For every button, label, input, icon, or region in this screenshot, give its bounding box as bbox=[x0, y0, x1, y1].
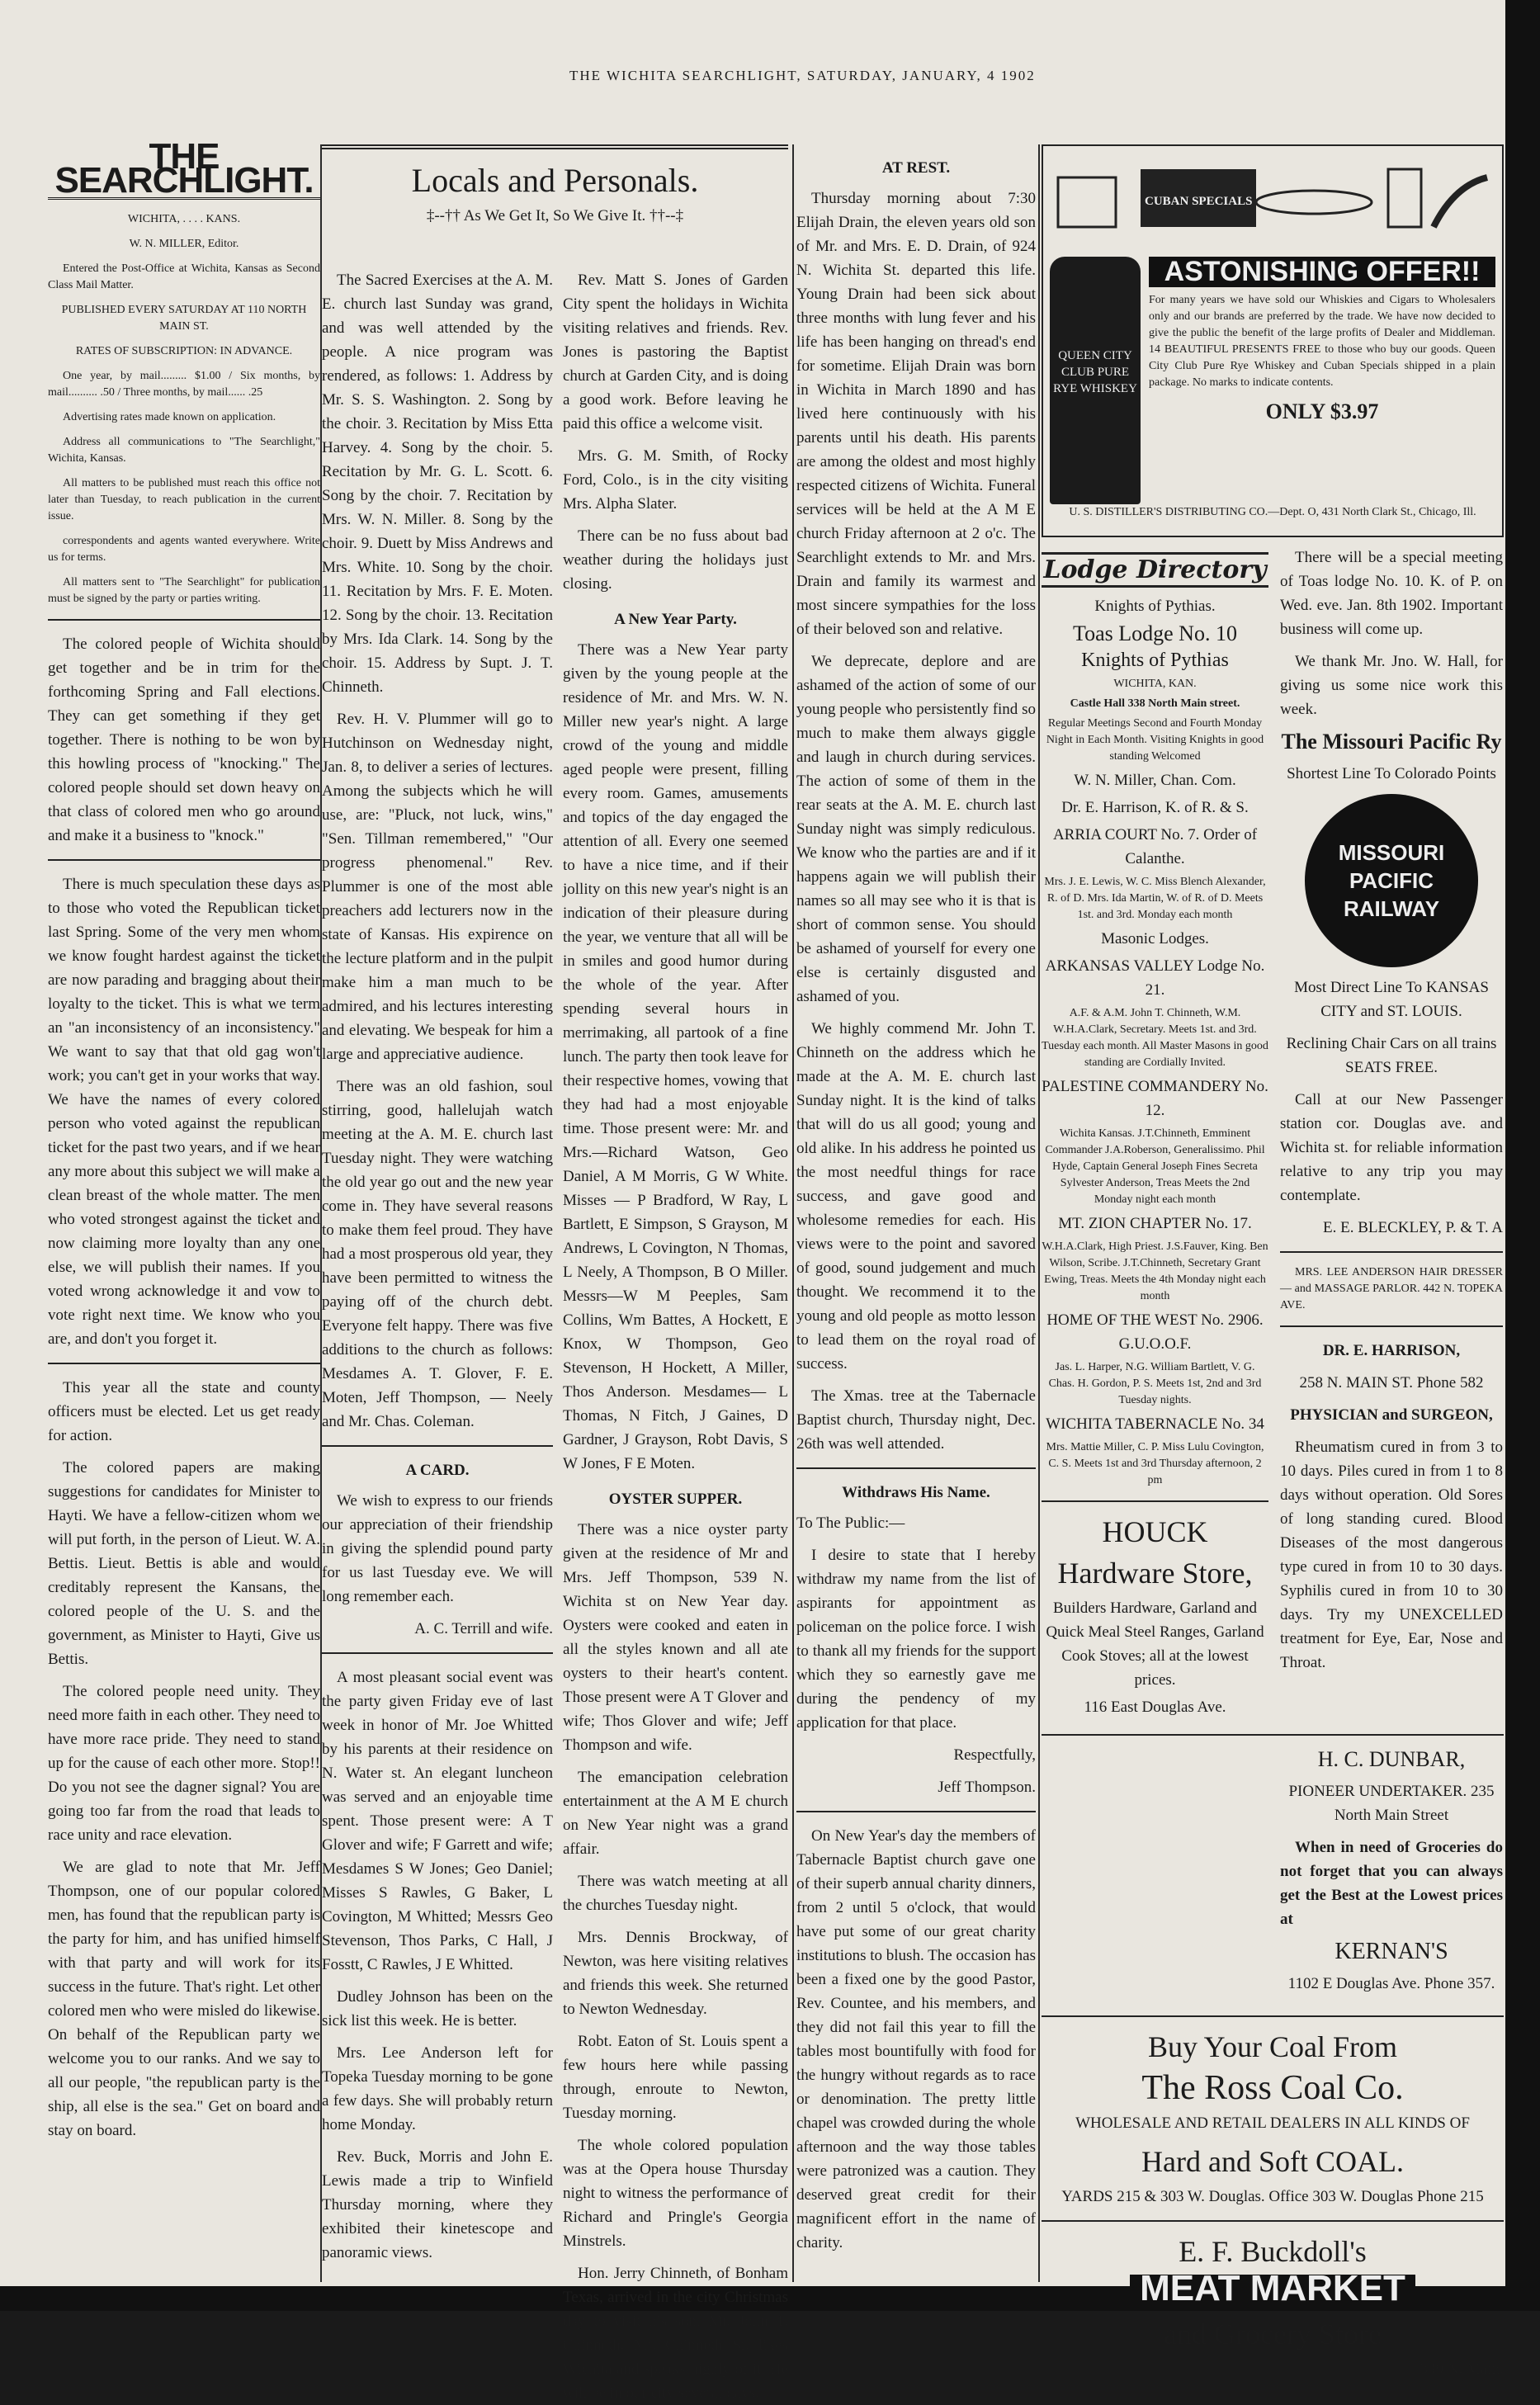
lodge-heading: Knights of Pythias. bbox=[1094, 598, 1216, 615]
article-paragraph: There can be no fuss about bad weather during the holidays just closing. bbox=[563, 527, 788, 593]
divider bbox=[1042, 2220, 1504, 2222]
masthead: THE WICHITA SEARCHLIGHT, SATURDAY, JANUARY, 4 1902 bbox=[569, 68, 1036, 83]
lodge-officer: Dr. E. Harrison, K. of R. & S. bbox=[1061, 799, 1249, 816]
lodge-directory-title: Lodge Directory bbox=[1042, 552, 1268, 588]
grocer-text: When in need of Groceries do not forget that you can always get the Best at the Lowest prices at bbox=[1280, 1839, 1503, 1928]
column-rule bbox=[1038, 144, 1040, 2282]
rates-title: RATES OF SUBSCRIPTION: IN ADVANCE. bbox=[75, 345, 293, 357]
article-paragraph: Thursday morning about 7:30 Elijah Drain, the eleven years old son of Mr. and Mrs. E. D. Drain, of 924 N. Wichita St. departed this life. Young Drain had been sick about three months with lung fever and his life has been hanging on thread's end for sometime. Elijah Drain was born in Wichita in March 1890 and has lived here continuously with his parents until his death. His parents are among the oldest and most highly respected citizens of Wichita. Funeral services will be held at the A M E church Friday afternoon at 2 o'c. The Searchlight extends to Mr. and Mrs. Drain and family its warmest and most sincere sympathies for the loss of their beloved son and relative. bbox=[796, 190, 1036, 638]
lodge-details: Mrs. J. E. Lewis, W. C. Miss Blench Alexander, R. of D. Mrs. Ida Martin, W. of R. of D. Meets 1st. and 3rd. Monday each month bbox=[1044, 876, 1266, 921]
column-ads bbox=[1042, 144, 1504, 2378]
article-paragraph: There was a New Year party given by the young people at the residence of Mr. and Mrs. W. N. Miller new year's night. A large crowd of the young and middle aged people were present, filling every room. Games, amusements and topics of the day engaged the attention of all. Every one seemed to have a nice time, and if their jollity on this new year's night is an indication of their pleasure during the year, we venture that all will be in smiles and good humor during the whole of the year. After spending several hours in merrimaking, all partook of a fine lunch. The party then took leave for their respective homes, vowing that they had had a most enjoyable time. Those present were: Mr. and Mrs.—Richard Watson, Geo Daniel, A M Morris, G W White. Misses — P Bradford, W Ray, L Bartlett, E Simpson, S Grayson, M Andrews, L Covington, N Thomas, L Neely, A Thompson, B O Miller. Messrs—W M Peeples, Sam Collins, Wm Battes, A Hockett, E Knox, W Thompson, Geo Stevenson, H Hockett, A Miller, Thos Anderson. Mesdames— L Thomas, N Fitch, J Gaines, D Gardner, J Grayson, Robt Davis, S W Jones, F E Moten. bbox=[563, 641, 788, 1472]
advertising-notice: Advertising rates made known on application. bbox=[63, 411, 276, 423]
lodge-heading: ARKANSAS VALLEY Lodge No. 21. bbox=[1045, 957, 1265, 999]
lodge-details: W.H.A.Clark, High Priest. J.S.Fauver, King. Ben Wilson, Scribe. J.T.Chinneth, Secretary Grant Ewing, Treas. Meets the 4th Monday night each month bbox=[1042, 1240, 1268, 1302]
dunbar-name: H. C. DUNBAR, bbox=[1317, 1747, 1466, 1771]
logo-text: RAILWAY bbox=[1343, 896, 1440, 921]
lodge-details: A.F. & A.M. John T. Chinneth, W.M. W.H.A.Clark, Secretary. Meets 1st. and 3rd. Tuesday each month. All Master Masons in good standing are Cordially Invited. bbox=[1042, 1007, 1268, 1069]
correspondents-notice: correspondents and agents wanted everywhere. Write us for terms. bbox=[48, 535, 320, 564]
lodge-address: Castle Hall 338 North Main street. bbox=[1070, 697, 1240, 710]
lodge-name: Knights of Pythias bbox=[1081, 650, 1229, 671]
article-paragraph: The colored people need unity. They need more faith in each other. They need to have more race pride. They need to stand up for the cause of each other more. Stop!! Do you not see the dagner signal? You are going too far from the road that leads to race unity and race elevation. bbox=[48, 1683, 320, 1844]
article-paragraph: Rev. Matt S. Jones of Garden City spent the holidays in Wichita visiting relatives and friends. Rev. Jones is pastoring the Baptist church at Garden City, and is doing a good work. Before leaving he paid this office a welcome visit. bbox=[563, 272, 788, 432]
column-news bbox=[796, 144, 1036, 2282]
withdraw-closing: Respectfully, bbox=[953, 1746, 1036, 1764]
article-paragraph: The whole colored population was at the Opera house Thursday night to witness the performance of Richard and Pringle's Georgia Minstrels. bbox=[563, 2137, 788, 2250]
coal-heading: Buy Your Coal From bbox=[1147, 2030, 1398, 2063]
divider bbox=[48, 859, 320, 861]
address-notice: Address all communications to "The Searchlight," Wichita, Kansas. bbox=[48, 436, 320, 465]
section-motto: ‡--†† As We Get It, So We Give It. ††--‡ bbox=[426, 207, 684, 224]
lodge-heading: WICHITA TABERNACLE No. 34 bbox=[1046, 1415, 1264, 1433]
lodge-heading: Masonic Lodges. bbox=[1101, 930, 1209, 947]
article-paragraph: We wish to express to our friends our appreciation of their friendship in giving the splendid pound party for us last Tuesday eve. We will long remember each. bbox=[322, 1492, 553, 1605]
harrison-address: 258 N. MAIN ST. Phone 582 bbox=[1299, 1374, 1484, 1391]
missouri-pacific-logo bbox=[1305, 794, 1478, 967]
divider bbox=[1042, 1500, 1268, 1502]
whiskey-bottle: QUEEN CITY CLUB PURE RYE WHISKEY bbox=[1050, 257, 1141, 504]
article-paragraph: We deprecate, deplore and are ashamed of the action of some of our young people who persistently find so much to make them always giggle and laugh in church during services. The action of some of them in the rear seats at the A. M. E. church last Sunday night was simply rediculous. We know who the parties are and if it happens again we will publish their names so all may see who it is that is short of common sense. You should be ashamed of yourself for every one else is certainly disgusted and ashamed of you. bbox=[796, 653, 1036, 1005]
locals-right bbox=[563, 268, 788, 2402]
cuban-label: CUBAN SPECIALS bbox=[1145, 195, 1253, 208]
harrison-text: Rheumatism cured in from 3 to 10 days. Piles cured in from 1 to 8 days without operation. Old Sores of long standing cured. Blood Diseases of the most dangerous type cured in from 10 to 30 days. Syphilis cured in from 10 to 30 days. Try my UNEXCELLED treatment for Eye, Ear, Nose and Throat. bbox=[1280, 1439, 1503, 1671]
oyster-heading: OYSTER SUPPER. bbox=[608, 1491, 743, 1508]
ad-illustration bbox=[1050, 153, 1495, 252]
article-paragraph: A most pleasant social event was the party given Friday eve of last week in honor of Mr. Joe Whitted by his parents at their residence on N. Water st. An elegant luncheon was served and an enjoyable time spent. Those present were: A T Glover and wife; F Garrett and wife; Mesdames S W Jones; Geo Daniel; Misses S Rawles, G Baker, L Covington, M Whitted; Messrs Geo Stevenson, Thos Parks, C Hall, J Fosstt, C Rawles, J E Whitted. bbox=[322, 1669, 553, 1973]
kernan-address: 1102 E Douglas Ave. Phone 357. bbox=[1287, 1975, 1495, 1992]
article-paragraph: The colored papers are making suggestions for candidates for Minister to Hayti. We have a fellow-citizen whom we will put forth, in the person of Lieut. W. A. Bettis. Lieut. Bettis is able and would creditably represent the Kansans, the colored people of the U. S. and the government, as Minister to Hayti, Give us Bettis. bbox=[48, 1459, 320, 1668]
lodge-name: Toas Lodge No. 10 bbox=[1073, 621, 1237, 645]
lodge-notice: There will be a special meeting of Toas lodge No. 10. K. of P. on Wed. eve. Jan. 8th 1902. Important business will come up. bbox=[1280, 549, 1503, 638]
lodge-meetings: Regular Meetings Second and Fourth Monday Night in Each Month. Visiting Knights in good standing Welcomed bbox=[1046, 717, 1264, 763]
column-rule bbox=[792, 144, 794, 2282]
card-signature: A. C. Terrill and wife. bbox=[414, 1620, 553, 1637]
mopac-subheading: Shortest Line To Colorado Points bbox=[1287, 765, 1496, 782]
entered-notice: Entered the Post-Office at Wichita, Kansas as Second Class Mail Matter. bbox=[48, 262, 320, 291]
lodge-heading: PALESTINE COMMANDERY No. 12. bbox=[1042, 1078, 1268, 1119]
lodge-details: Jas. L. Harper, N.G. William Bartlett, V. G. Chas. H. Gordon, P. S. Meets 1st, 2nd and 3rd Tuesday nights. bbox=[1048, 1361, 1262, 1406]
meat-grocery: and Grocery Store bbox=[1164, 2318, 1382, 2351]
article-paragraph: I desire to state that I hereby withdraw my name from the list of aspirants for appointment as policeman on the police force. I wish to thank all my friends for the support which they so earnestly gave me during the pendency of my application for that place. bbox=[796, 1547, 1036, 1732]
lodge-directory bbox=[1042, 546, 1268, 1722]
ads-right bbox=[1280, 546, 1503, 1722]
divider bbox=[1042, 2015, 1504, 2017]
rates: One year, by mail......... $1.00 / Six months, by mail.......... .50 / Three months, by mail...... .25 bbox=[48, 370, 320, 399]
offer-footer: U. S. DISTILLER'S DISTRIBUTING CO.—Dept. O, 431 North Clark St., Chicago, Ill. bbox=[1069, 506, 1476, 518]
article-paragraph: Rev. H. V. Plummer will go to Hutchinson on Wednesday night, Jan. 8, to deliver a series of lectures. Among the subjects which he will use, are: "Pluck, not luck, wins," "Sen. Tillman remembered," "Our progress phenomenal." Rev. Plummer is one of the most able preachers add lecturers now in the state of Kansas. His expirence on the lecture platform and in the pulpit make him a man much to be admired, and his lectures interesting and elevating. We bespeak for him a large and appreciative audience. bbox=[322, 711, 553, 1063]
mopac-chairs: Reclining Chair Cars on all trains SEATS FREE. bbox=[1286, 1035, 1497, 1076]
article-paragraph: The Sacred Exercises at the A. M. E. church last Sunday was grand, and was well attended by the people. A nice program was rendered, as follows: 1. Address by Mr. S. S. Washington. 2. Song by the choir. 3. Recitation by Miss Etta Harvey. 4. Song by the choir. 5. Recitation by Mr. G. L. Scott. 6. Song by the choir. 7. Recitation by Mrs. W. N. Miller. 8. Song by the choir. 9. Duett by Miss Andrews and Mrs. White. 10. Song by the choir. 11. Recitation by Mrs. F. E. Moten. 12. Song by the choir. 13. Recitation by Mrs. Ida Clark. 14. Song by the choir. 15. Address by Supt. J. T. Chinneth. bbox=[322, 272, 553, 696]
offer-title: ASTONISHING OFFER!! bbox=[1149, 257, 1495, 287]
article-paragraph: We highly commend Mr. John T. Chinneth on the address which he made at the A. M. E. church last Sunday night. It is the kind of talks that will do us all good; young and old alike. In his address he pointed us the most needful things for race success, and gave good and wholesome remedies for each. His views were to the point and savored of good, sound judgement and much thought. We recommend it to the young and old people as motto lesson to lead them on the royal road of success. bbox=[796, 1020, 1036, 1373]
whiskey-ad bbox=[1042, 144, 1504, 537]
ornament-border bbox=[322, 144, 788, 149]
divider bbox=[48, 619, 320, 621]
article-paragraph: This year all the state and county officers must be elected. Let us get ready for action. bbox=[48, 1379, 320, 1444]
houck-address: 116 East Douglas Ave. bbox=[1084, 1699, 1226, 1716]
article-paragraph: Mrs. G. M. Smith, of Rocky Ford, Colo., is in the city visiting Mrs. Alpha Slater. bbox=[563, 447, 788, 513]
coal-company: The Ross Coal Co. bbox=[1141, 2069, 1404, 2107]
lodge-details: Mrs. Mattie Miller, C. P. Miss Lulu Covington, C. S. Meets 1st and 3rd Thursday afternoon, 2 pm bbox=[1046, 1441, 1264, 1486]
kernan-name: KERNAN'S bbox=[1335, 1939, 1448, 1964]
logo-text: PACIFIC bbox=[1349, 868, 1434, 893]
divider bbox=[1042, 1734, 1504, 1736]
article-paragraph: We are glad to note that Mr. Jeff Thompson, one of our popular colored men, has found that the republican party is the party for him, and has unified himself with that party and will work for its success in the future. That's right. Let other colored men who were misled do likewise. On behalf of the Republican party we welcome you to our ranks. And we say to all our people, "the republican party is the ship, all else is the sea." Get on board and stay on board. bbox=[48, 1859, 320, 2139]
logo-text: MISSOURI bbox=[1338, 840, 1445, 865]
location: WICHITA, . . . . KANS. bbox=[127, 213, 241, 225]
column-editorial bbox=[48, 136, 320, 2282]
divider bbox=[796, 1811, 1036, 1812]
card-heading: A CARD. bbox=[405, 1462, 470, 1479]
article-paragraph: Mrs. Lee Anderson left for Topeka Tuesday morning to be gone a few days. She will probably return home Monday. bbox=[322, 2044, 553, 2133]
withdraw-salutation: To The Public:— bbox=[796, 1514, 905, 1532]
article-paragraph: The emancipation celebration entertainment at the A M E church on New Year night was a grand affair. bbox=[563, 1769, 788, 1858]
coal-dealers: WHOLESALE AND RETAIL DEALERS IN ALL KINDS OF bbox=[1075, 2114, 1470, 2132]
article-paragraph: There is much speculation these days as to those who voted the Republican ticket last Spring. Some of the very men whom we know fought hardest against the ticket are now parading and bragging about their loyalty to the ticket. This is what we term an "an inconsistency of an inconsistency." We want to say that that old gag won't work; you can't get in your works that way. We have the names of every colored person who voted against the republican ticket for the past two years, and if we hear any more about this subject we will make a clean breast of the whole matter. The men who voted strongest against the ticket and now claiming more loyalty than any one else, we will publish their names. If you voted wrong acknowledge it and vow to vote right next time. We know who you are, and don't you forget it. bbox=[48, 876, 320, 1348]
lodge-heading: HOME OF THE WEST No. 2906. G.U.O.O.F. bbox=[1046, 1311, 1264, 1353]
divider bbox=[1280, 1251, 1503, 1253]
published-notice: PUBLISHED EVERY SATURDAY AT 110 NORTH MAIN ST. bbox=[61, 304, 307, 333]
scan-border-right bbox=[1505, 0, 1540, 2311]
houck-subtitle: Hardware Store, bbox=[1057, 1557, 1253, 1590]
article-paragraph: Hon. Jerry Chinneth, of Bonham Texas, arrived in the city Christmas day to visit his son, Mr. John T. Chinneth. Mr. Chinneth Sr. likes Wichita and speaks highly of it. He will be in our city several days. bbox=[563, 2265, 788, 2402]
withdraw-heading: Withdraws His Name. bbox=[842, 1484, 990, 1501]
harrison-title: PHYSICIAN and SURGEON, bbox=[1290, 1406, 1493, 1424]
mopac-agent: E. E. BLECKLEY, P. & T. A bbox=[1323, 1219, 1503, 1236]
editor: W. N. MILLER, Editor. bbox=[129, 238, 239, 250]
locals-left bbox=[322, 268, 553, 2282]
anderson-ad: MRS. LEE ANDERSON HAIR DRESSER— and MASSAGE PARLOR. 442 N. TOPEKA AVE. bbox=[1280, 1266, 1503, 1311]
withdraw-signature: Jeff Thompson. bbox=[938, 1779, 1036, 1796]
lodge-city: WICHITA, KAN. bbox=[1113, 678, 1197, 690]
lodge-officer: W. N. Miller, Chan. Com. bbox=[1074, 772, 1236, 789]
lodge-heading: ARRIA COURT No. 7. Order of Calanthe. bbox=[1052, 826, 1258, 867]
paper-title: THE SEARCHLIGHT. bbox=[48, 144, 320, 200]
houck-title: HOUCK bbox=[1102, 1515, 1208, 1548]
article-paragraph: There was a nice oyster party given at the residence of Mr and Mrs. Jeff Thompson, 539 N. Wichita st on New Year day. Oysters were cooked and eaten in all the styles known and all ate oysters to their heart's content. Those present were A T Glover and wife; Thos Glover and wife; Jeff Thompson and wife. bbox=[563, 1521, 788, 1754]
dunbar-details: PIONEER UNDERTAKER. 235 North Main Street bbox=[1288, 1783, 1495, 1824]
article-paragraph: Dudley Johnson has been on the sick list this week. He is better. bbox=[322, 1988, 553, 2029]
harrison-name: DR. E. HARRISON, bbox=[1322, 1342, 1461, 1359]
lodge-heading: MT. ZION CHAPTER No. 17. bbox=[1058, 1215, 1252, 1232]
pipes-cigars-icon bbox=[1050, 153, 1495, 252]
divider bbox=[322, 1445, 553, 1447]
article-paragraph: The colored people of Wichita should get together and be in trim for the forthcoming Spring and Fall elections. They can get something if they get together. There is nothing to be won by this howling process of "knocking." The colored people should set down heavy on that class of colored men who go around and make it a business to "knock." bbox=[48, 636, 320, 844]
offer-text: For many years we have sold our Whiskies and Cigars to Wholesalers only and our brands are preferred by the trade. We have now decided to give the public the benefit of the large profits of Dealer and Middleman. 14 BEAUTIFUL PRESENTS FREE to those who buy our goods. Queen City Club Pure Rye Whiskey and Cuban Specials shipped in a plain package. No marks to indicate contents. bbox=[1149, 294, 1495, 389]
article-paragraph: On New Year's day the members of Tabernacle Baptist church gave one of their superb annual charity dinners, from 2 until 5 o'clock, that would have put some of our great charity institutions to blush. The occasion has been a fixed one by the good Pastor, Rev. Countee, and his members, and they did not fail this year to fill the tables most bountifully with food for the hungry without regards as to race or denomination. The pretty little chapel was crowded during the whole afternoon and the way those tables were patronized was a caution. They deserved great credit for their magnificent effort in the name of charity. bbox=[796, 1827, 1036, 2251]
divider bbox=[48, 1363, 320, 1364]
meat-address: 339 N. Main. bbox=[1420, 2360, 1504, 2378]
houck-text: Builders Hardware, Garland and Quick Meal Steel Ranges, Garland Cook Stoves; all at the lowest prices. bbox=[1046, 1599, 1264, 1689]
lodge-details: Wichita Kansas. J.T.Chinneth, Emminent Commander J.A.Roberson, Generalissimo. Phil Hyde, Captain General Joseph Fines Secreta Sylvester Anderson, Treas Meets the 2nd Monday night each month bbox=[1045, 1127, 1265, 1206]
signature-notice: All matters sent to "The Searchlight" for publication must be signed by the party or parties writing. bbox=[48, 576, 320, 605]
coal-type: Hard and Soft COAL. bbox=[1141, 2145, 1404, 2178]
section-title: Locals and Personals. bbox=[411, 162, 699, 199]
mopac-call: Call at our New Passenger station cor. Douglas ave. and Wichita st. for reliable information relative to any trip you may contemplate. bbox=[1280, 1091, 1503, 1204]
mopac-heading: The Missouri Pacific Ry bbox=[1281, 730, 1502, 754]
divider bbox=[322, 1652, 553, 1654]
article-paragraph: Mrs. Dennis Brockway, of Newton, was here visiting relatives and friends this week. She returned to Newton Wednesday. bbox=[563, 1929, 788, 2018]
meat-market-banner: MEAT MARKET bbox=[1130, 2275, 1415, 2302]
article-paragraph: Robt. Eaton of St. Louis spent a few hours here while passing through, enroute to Newton, Tuesday morning. bbox=[563, 2033, 788, 2122]
thanks-notice: We thank Mr. Jno. W. Hall, for giving us some nice work this week. bbox=[1280, 653, 1503, 718]
matters-notice: All matters to be published must reach this office not later than Tuesday, to reach publication in the current issue. bbox=[48, 477, 320, 522]
coal-yards: YARDS 215 & 303 W. Douglas. Office 303 W. Douglas Phone 215 bbox=[1061, 2188, 1484, 2205]
article-paragraph: There was watch meeting at all the churches Tuesday night. bbox=[563, 1873, 788, 1914]
article-paragraph: Rev. Buck, Morris and John E. Lewis made a trip to Winfield Thursday morning, where they exhibited their kinetescope and panoramic views. bbox=[322, 2148, 553, 2261]
rest-heading: AT REST. bbox=[881, 159, 951, 177]
newyear-heading: A New Year Party. bbox=[614, 611, 737, 628]
article-paragraph: There was an old fashion, soul stirring, good, hallelujah watch meeting at the A. M. E. church last Tuesday night. They were watching the old year go out and the new year come in. They have several reasons to make them feel proud. They have had a most prosperous old year, they have been permitted to witness the paying off of the church debt. Everyone felt happy. There was five additions to the church as follows: Mesdames A. T. Glover, F. E. Moten, Jeff Thompson, — Neely and Mr. Chas. Coleman. bbox=[322, 1078, 553, 1430]
article-paragraph: The Xmas. tree at the Tabernacle Baptist church, Thursday night, Dec. 26th was well attended. bbox=[796, 1387, 1036, 1453]
mopac-direct: Most Direct Line To KANSAS CITY and ST. LOUIS. bbox=[1294, 979, 1489, 1020]
divider bbox=[796, 1467, 1036, 1469]
divider bbox=[1280, 1325, 1503, 1327]
meat-owner: E. F. Buckdoll's bbox=[1179, 2235, 1367, 2268]
column-locals bbox=[322, 144, 788, 2402]
offer-price: ONLY $3.97 bbox=[1265, 399, 1379, 423]
